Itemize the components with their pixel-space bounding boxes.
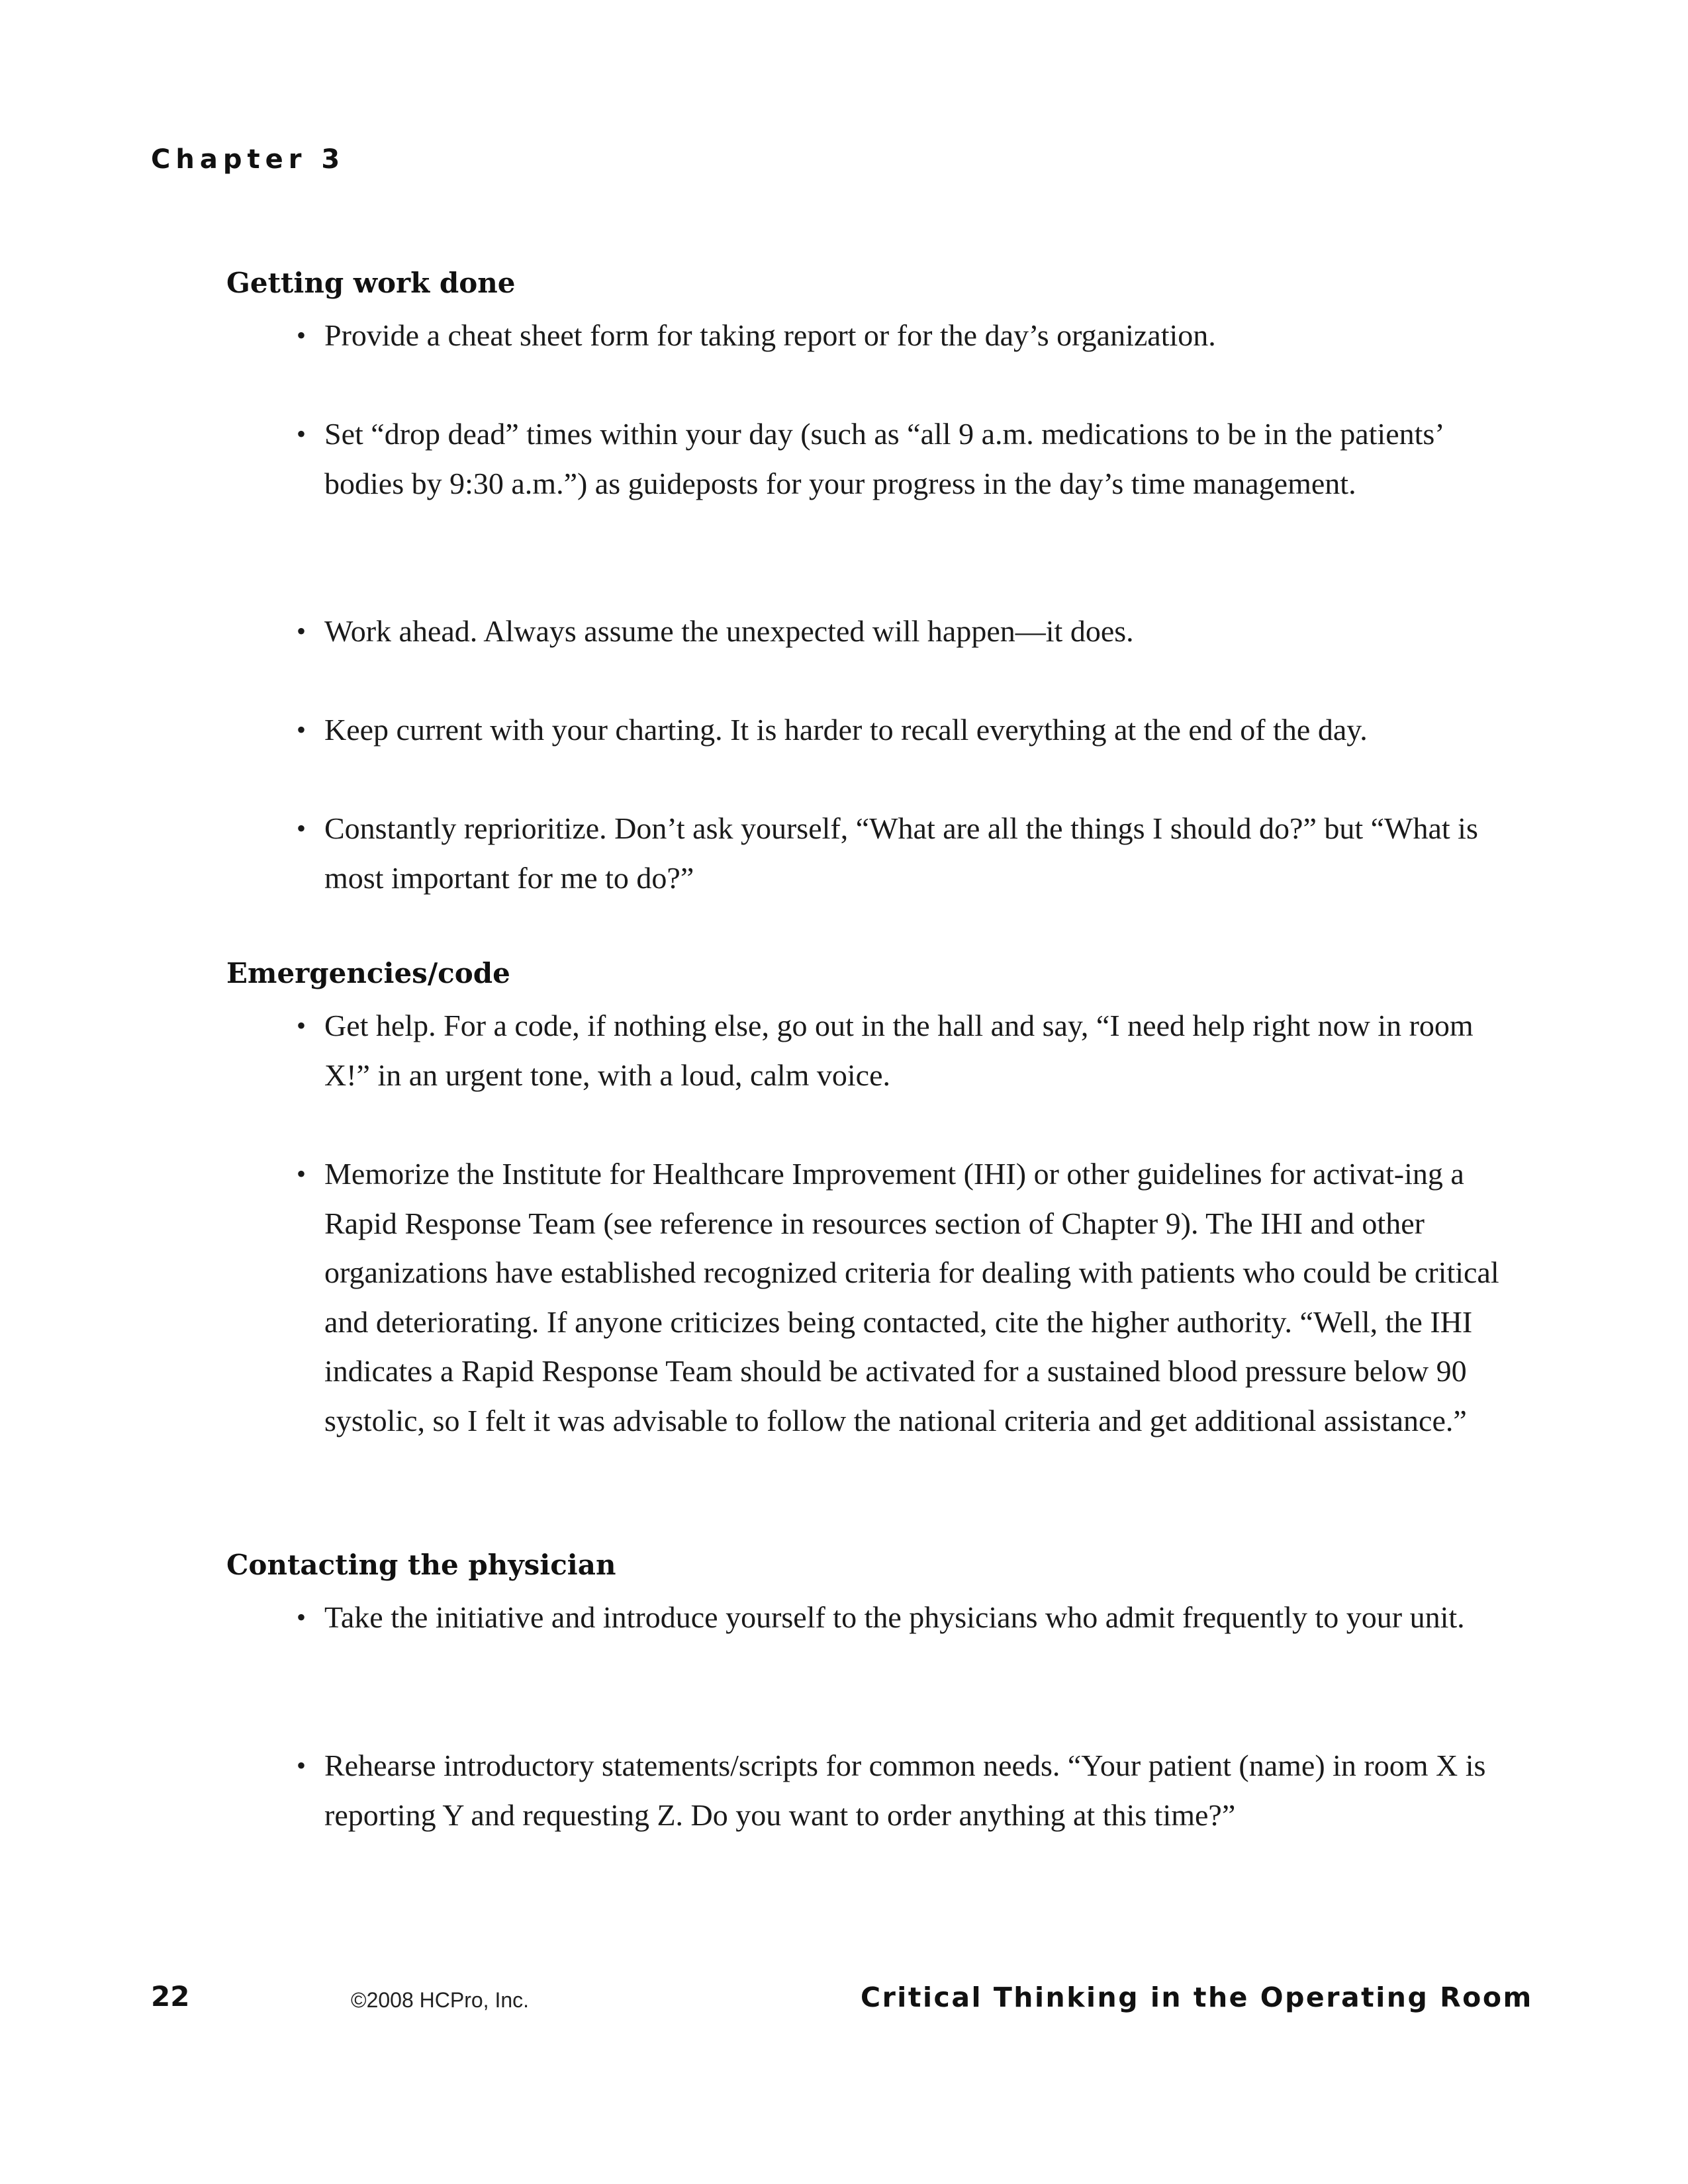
bullet-icon: • [297, 320, 306, 350]
list-item [297, 1001, 1508, 1100]
list-item [297, 705, 1508, 755]
book-title: Critical Thinking in the Operating Room [861, 1981, 1533, 2013]
bullet-icon: • [297, 1602, 306, 1632]
bullet-icon: • [297, 616, 306, 646]
bullet-icon: • [297, 813, 306, 843]
list-item [297, 410, 1508, 508]
list-item [297, 1593, 1508, 1643]
page-number: 22 [151, 1980, 190, 2013]
list-item [297, 607, 1508, 657]
chapter-label: Chapter 3 [151, 144, 346, 175]
list-item [297, 804, 1508, 903]
list-item [297, 311, 1508, 361]
list-item-text: Rehearse introductory statements/scripts for common needs. “Your patient (name) in room X is reporting Y and requesting Z. Do you want to order anything at this time?” [324, 1749, 1486, 1832]
section-heading-emergencies-code: Emergencies/code [226, 957, 510, 989]
list-item-text: Memorize the Institute for Healthcare Improvement (IHI) or other guidelines for activat-ing a Rapid Response Team (see reference in resources section of Chapter 9). The IHI and other organizations have established recognized criteria for dealing with patients who could be critical and deteriorating. If anyone criticizes being contacted, cite the higher authority. “Well, the IHI indicates a Rapid Response Team should be activated for a sustained blood pressure below 90 systolic, so I felt it was advisable to follow the national criteria and get additional assistance.” [324, 1157, 1499, 1437]
list-item-text: Take the initiative and introduce yourself to the physicians who admit frequently to your unit. [324, 1600, 1465, 1634]
list-item [297, 1741, 1508, 1840]
list-item-text: Constantly reprioritize. Don’t ask yourself, “What are all the things I should do?” but “What is most important for me to do?” [324, 811, 1478, 895]
list-item [297, 1150, 1508, 1445]
section-heading-getting-work-done: Getting work done [226, 267, 516, 299]
bullet-icon: • [297, 419, 306, 449]
bullet-icon: • [297, 1011, 306, 1040]
list-item-text: Keep current with your charting. It is harder to recall everything at the end of the day. [324, 713, 1368, 747]
bullet-icon: • [297, 715, 306, 745]
copyright-notice: ©2008 HCPro, Inc. [351, 1988, 530, 2012]
section-heading-contacting-physician: Contacting the physician [226, 1549, 616, 1581]
list-item-text: Work ahead. Always assume the unexpected will happen—it does. [324, 614, 1134, 648]
bullet-icon: • [297, 1751, 306, 1780]
bullet-icon: • [297, 1159, 306, 1189]
list-item-text: Get help. For a code, if nothing else, go out in the hall and say, “I need help right now in room X!” in an urgent tone, with a loud, calm voice. [324, 1009, 1474, 1092]
list-item-text: Provide a cheat sheet form for taking report or for the day’s organization. [324, 318, 1216, 352]
list-item-text: Set “drop dead” times within your day (such as “all 9 a.m. medications to be in the patients’ bodies by 9:30 a.m.”) as guideposts for your progress in the day’s time management. [324, 417, 1443, 500]
